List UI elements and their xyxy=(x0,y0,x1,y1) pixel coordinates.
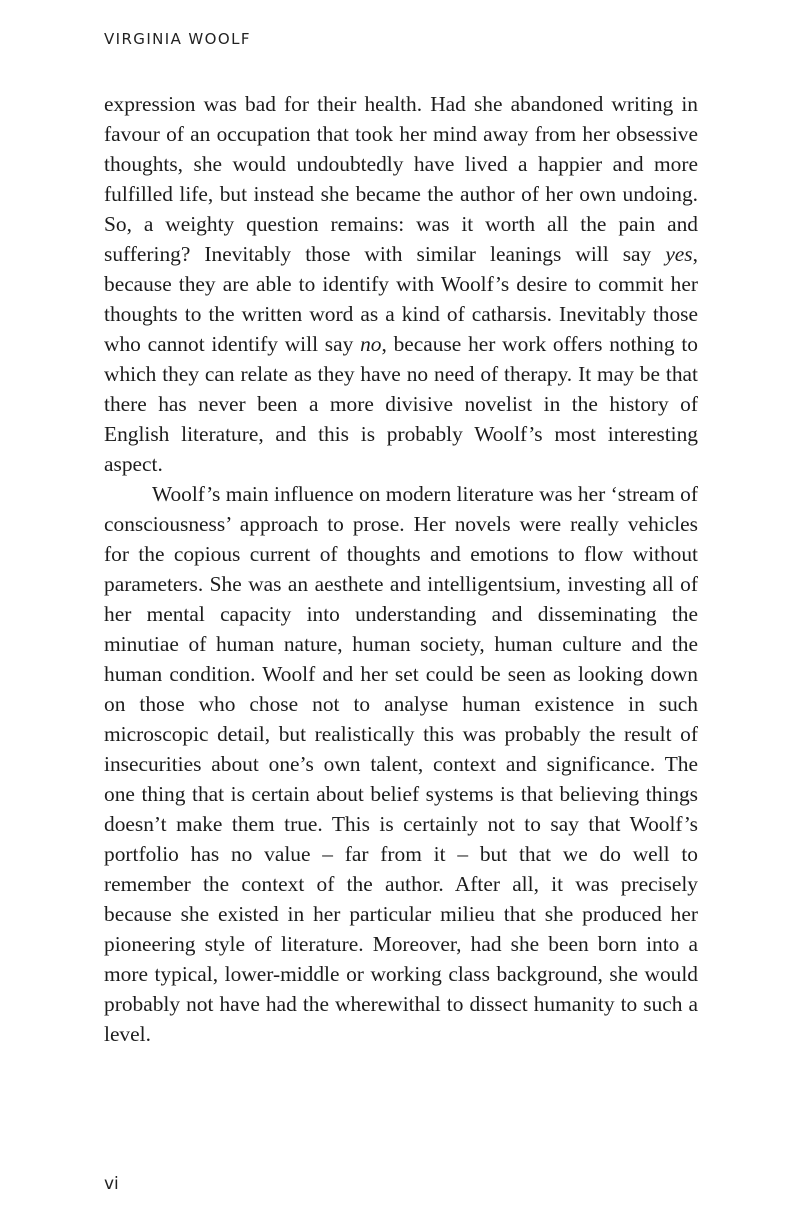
page-body xyxy=(104,89,698,1049)
emphasis-no: no xyxy=(360,332,382,356)
running-head: VIRGINIA WOOLF xyxy=(104,30,251,48)
page-number: vi xyxy=(104,1174,119,1194)
paragraph-1-text-a: expression was bad for their health. Had she abandoned writing in favour of an occupation that took her mind away from her obsessive thoughts, she would undoubtedly have lived a happier and more fulfilled life, but instead she became the author of her own undoing. So, a weighty question remains: was it worth all the pain and suffering? Inevitably those with similar leanings will say xyxy=(104,92,698,266)
paragraph-1-text-b: , because they are able to identify with Woolf’s desire to commit her thoughts to the written word as a kind of catharsis. Inevitably those who cannot identify will say xyxy=(104,242,698,356)
emphasis-yes: yes xyxy=(665,242,693,266)
paragraph-2: Woolf’s main influence on modern literature was her ‘stream of consciousness’ approach to prose. Her novels were really vehicles for the copious current of thoughts and emotions to flow without parameters. She was an aesthete and intelligentsium, investing all of her mental capacity into understanding and disseminating the minutiae of human nature, human society, human culture and the human condition. Woolf and her set could be seen as looking down on those who chose not to analyse human existence in such microscopic detail, but realistically this was probably the result of insecurities about one’s own talent, context and significance. The one thing that is certain about belief systems is that believing things doesn’t make them true. This is certainly not to say that Woolf’s portfolio has no value – far from it – but that we do well to remember the context of the author. After all, it was precisely because she existed in her particular milieu that she produced her pioneering style of literature. Moreover, had she been born into a more typical, lower-middle or working class background, she would probably not have had the wherewithal to dissect humanity to such a level. xyxy=(104,482,698,1046)
paragraph-1-text-c: , because her work offers nothing to which they can relate as they have no need of therapy. It may be that there has never been a more divisive novelist in the history of English literature, and this is probably Woolf’s most interesting aspect. xyxy=(104,332,698,476)
paragraph-1 xyxy=(104,89,698,479)
